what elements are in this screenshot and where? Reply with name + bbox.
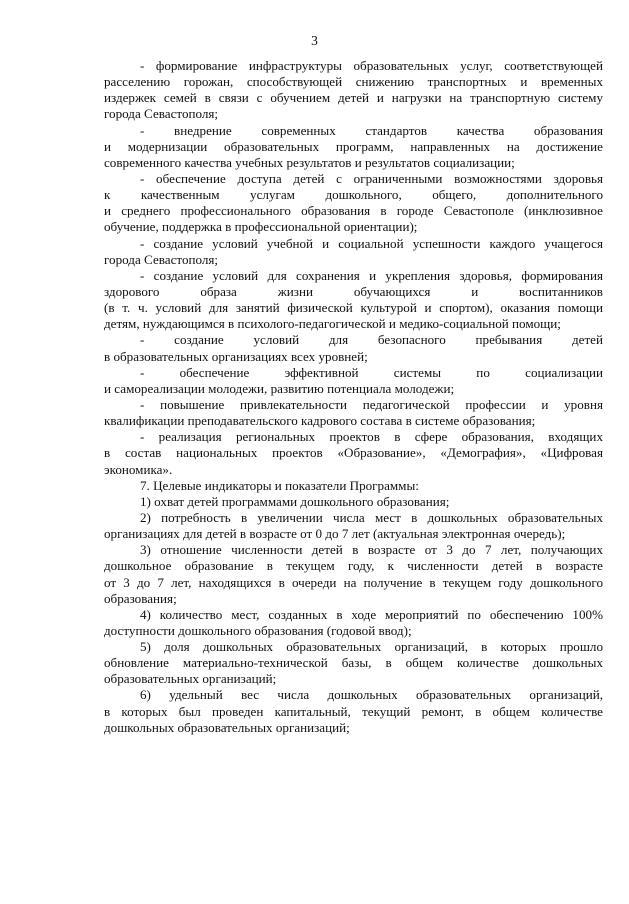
text-line: детям, нуждающимся в психолого-педагогической и медико-социальной помощи; xyxy=(104,316,561,332)
text-line: и модернизации образовательных программ, направленных на достижение xyxy=(104,138,603,154)
text-line: в образовательных организациях всех уровней; xyxy=(104,348,368,364)
text-line: дошкольное образование в текущем году, к численности детей в возрасте xyxy=(104,558,603,574)
text-line: современного качества учебных результатов и результатов социализации; xyxy=(104,154,515,170)
text-line: 5) доля дошкольных образовательных организаций, в которых прошло xyxy=(140,639,603,655)
text-line: - формирование инфраструктуры образовательных услуг, соответствующей xyxy=(140,58,603,73)
text-line: - создание условий учебной и социальной успешности каждого учащегося xyxy=(140,235,603,251)
text-line: - обеспечение эффективной системы по социализации xyxy=(140,364,603,380)
text-line: и среднего профессионального образования в городе Севастополе (инклюзивное xyxy=(104,203,603,219)
paragraph xyxy=(104,687,603,735)
text-line: города Севастополя; xyxy=(104,106,219,122)
text-line: издержек семей в связи с обучением детей и нагрузки на транспортную систему xyxy=(104,90,603,106)
text-line: здорового образа жизни обучающихся и воспитанников xyxy=(104,283,603,299)
text-line: образования; xyxy=(104,590,177,606)
paragraph xyxy=(104,494,603,510)
paragraph xyxy=(104,365,603,397)
text-line: обновление материально-технической базы, в общем количестве дошкольных xyxy=(104,655,603,671)
paragraph xyxy=(104,639,603,687)
paragraph xyxy=(104,429,603,477)
paragraph xyxy=(104,510,603,542)
text-line: 4) количество мест, созданных в ходе мероприятий по обеспечению 100% xyxy=(140,606,603,622)
text-line: экономика». xyxy=(104,461,173,477)
text-line: образовательных организаций; xyxy=(104,671,277,687)
text-line: дошкольных образовательных организаций; xyxy=(104,719,350,735)
text-line: 1) охват детей программами дошкольного образования; xyxy=(140,493,450,509)
text-line: - обеспечение доступа детей с ограниченными возможностями здоровья xyxy=(140,170,603,186)
text-line: 2) потребность в увеличении числа мест в дошкольных образовательных xyxy=(140,509,603,525)
text-line: от 3 до 7 лет, находящихся в очереди на получение в текущем году дошкольного xyxy=(104,574,603,590)
paragraph xyxy=(104,542,603,607)
text-line: города Севастополя; xyxy=(104,251,219,267)
text-line: - создание условий для сохранения и укрепления здоровья, формирования xyxy=(140,267,603,283)
text-line: расселению горожан, способствующей снижению транспортных и временных xyxy=(104,74,603,90)
text-line: в которых был проведен капитальный, текущий ремонт, в общем количестве xyxy=(104,703,603,719)
text-line: 6) удельный вес числа дошкольных образовательных организаций, xyxy=(140,687,603,703)
text-line: и самореализации молодежи, развитию потенциала молодежи; xyxy=(104,380,455,396)
page-number: 3 xyxy=(311,33,318,48)
text-line: - повышение привлекательности педагогической профессии и уровня xyxy=(140,396,603,412)
document-body xyxy=(104,58,603,736)
text-line: - реализация региональных проектов в сфере образования, входящих xyxy=(140,429,603,445)
paragraph xyxy=(104,171,603,236)
text-line: - внедрение современных стандартов качества образования xyxy=(140,122,603,138)
paragraph xyxy=(104,397,603,429)
paragraph xyxy=(104,236,603,268)
text-line: доступности дошкольного образования (годовой ввод); xyxy=(104,622,412,638)
paragraph xyxy=(104,123,603,171)
paragraph xyxy=(104,607,603,639)
text-line: 7. Целевые индикаторы и показатели Программы: xyxy=(140,477,419,493)
text-line: организациях для детей в возрасте от 0 до 7 лет (актуальная электронная очередь); xyxy=(104,526,566,542)
paragraph xyxy=(104,478,603,494)
text-line: 3) отношение численности детей в возрасте от 3 до 7 лет, получающих xyxy=(140,542,603,558)
text-line: квалификации преподавательского кадрового состава в системе образования; xyxy=(104,413,536,429)
text-line: - создание условий для безопасного пребывания детей xyxy=(140,332,603,348)
text-line: (в т. ч. условий для занятий физической культурой и спортом), оказания помощи xyxy=(104,300,603,316)
paragraph xyxy=(104,332,603,364)
text-line: обучение, поддержка в профессиональной ориентации); xyxy=(104,219,418,235)
text-line: в состав национальных проектов «Образование», «Демография», «Цифровая xyxy=(104,445,603,461)
paragraph xyxy=(104,268,603,333)
text-line: к качественным услугам дошкольного, общего, дополнительного xyxy=(104,187,603,203)
paragraph xyxy=(104,58,603,123)
